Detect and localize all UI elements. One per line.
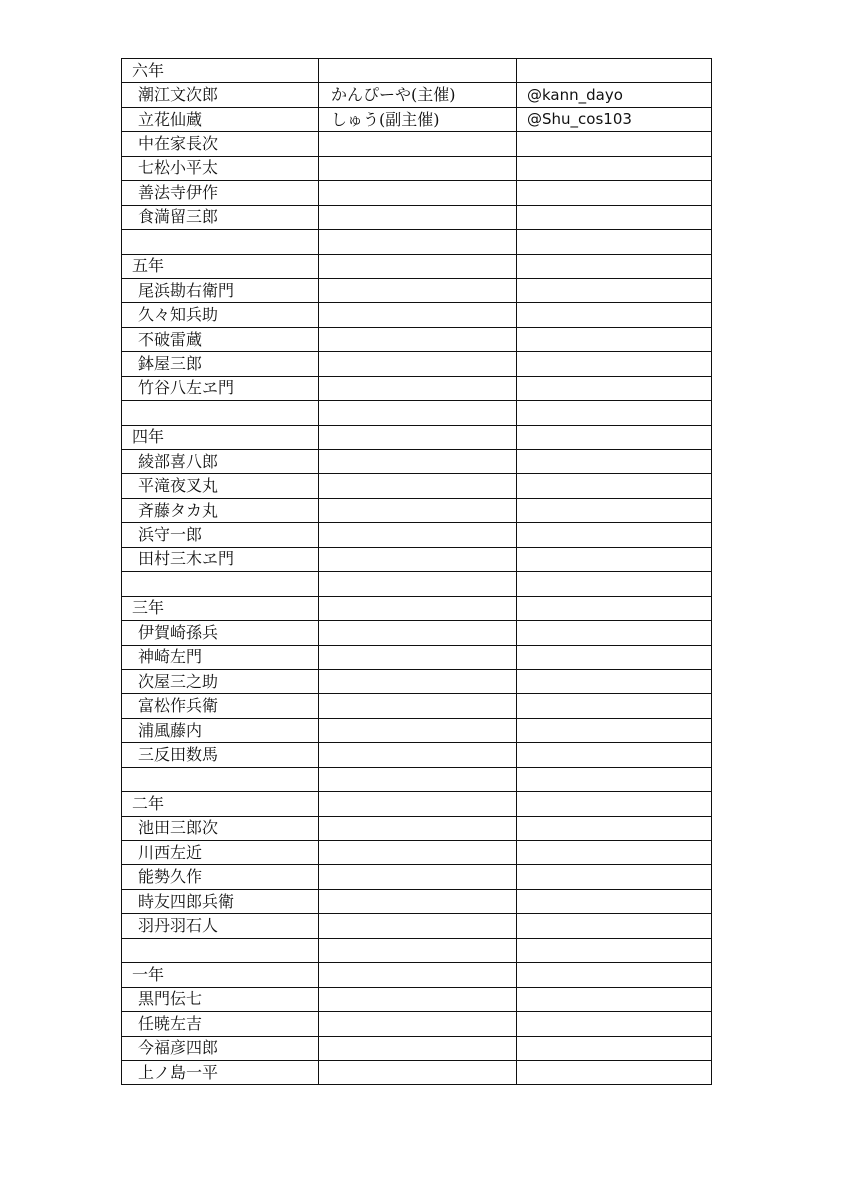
character-row (122, 743, 712, 767)
account-cell (517, 523, 712, 547)
cosplayer-cell (319, 401, 517, 425)
character-cell: 尾浜勘右衛門 (122, 278, 319, 302)
cosplayer-cell (319, 889, 517, 913)
character-cell: 田村三木ヱ門 (122, 547, 319, 571)
account-cell (517, 963, 712, 987)
cosplayer-cell (319, 596, 517, 620)
character-cell: 平滝夜叉丸 (122, 474, 319, 498)
spacer-row (122, 938, 712, 962)
cosplayer-cell (319, 474, 517, 498)
character-cell: 浜守一郎 (122, 523, 319, 547)
grade-header-row (122, 963, 712, 987)
account-cell (517, 1012, 712, 1036)
account-cell (517, 1060, 712, 1084)
account-cell (517, 205, 712, 229)
account-cell (517, 889, 712, 913)
cosplayer-cell (319, 792, 517, 816)
character-row (122, 83, 712, 107)
account-cell (517, 1036, 712, 1060)
account-cell (517, 596, 712, 620)
character-row (122, 718, 712, 742)
cosplayer-cell (319, 156, 517, 180)
character-row (122, 107, 712, 131)
character-cell: 能勢久作 (122, 865, 319, 889)
cosplayer-cell (319, 327, 517, 351)
account-cell (517, 376, 712, 400)
grade-header-row (122, 254, 712, 278)
cosplayer-cell (319, 278, 517, 302)
character-cell: 竹谷八左ヱ門 (122, 376, 319, 400)
cosplayer-cell (319, 132, 517, 156)
account-cell (517, 718, 712, 742)
character-cell (122, 572, 319, 596)
cosplayer-cell (319, 743, 517, 767)
grade-label-cell: 一年 (122, 963, 319, 987)
cosplayer-cell (319, 938, 517, 962)
character-row (122, 889, 712, 913)
character-cell: 食満留三郎 (122, 205, 319, 229)
character-row (122, 523, 712, 547)
cosplayer-cell (319, 450, 517, 474)
character-row (122, 621, 712, 645)
grade-header-row (122, 59, 712, 83)
character-cell (122, 401, 319, 425)
account-cell (517, 865, 712, 889)
cosplayer-cell (319, 645, 517, 669)
cosplayer-cell (319, 352, 517, 376)
account-cell (517, 450, 712, 474)
character-row (122, 645, 712, 669)
character-cell: 中在家長次 (122, 132, 319, 156)
character-cell (122, 230, 319, 254)
character-cell: 不破雷蔵 (122, 327, 319, 351)
character-row (122, 474, 712, 498)
grade-label-cell: 六年 (122, 59, 319, 83)
character-row (122, 450, 712, 474)
cosplayer-cell (319, 669, 517, 693)
casting-table-body (122, 59, 712, 1085)
cosplayer-cell (319, 181, 517, 205)
cosplayer-cell (319, 694, 517, 718)
cosplayer-cell (319, 523, 517, 547)
account-cell (517, 230, 712, 254)
character-row (122, 303, 712, 327)
spacer-row (122, 767, 712, 791)
character-row (122, 278, 712, 302)
character-row (122, 841, 712, 865)
character-row (122, 987, 712, 1011)
character-cell: 上ノ島一平 (122, 1060, 319, 1084)
character-cell: 鉢屋三郎 (122, 352, 319, 376)
account-cell (517, 621, 712, 645)
character-row (122, 327, 712, 351)
account-cell (517, 694, 712, 718)
grade-label-cell: 三年 (122, 596, 319, 620)
cosplayer-cell (319, 816, 517, 840)
grade-header-row (122, 792, 712, 816)
cosplayer-cell (319, 425, 517, 449)
account-cell (517, 841, 712, 865)
account-cell (517, 938, 712, 962)
cosplayer-cell (319, 254, 517, 278)
character-cell: 斉藤タカ丸 (122, 498, 319, 522)
account-cell (517, 914, 712, 938)
cosplayer-cell (319, 376, 517, 400)
spacer-row (122, 401, 712, 425)
account-cell (517, 645, 712, 669)
cosplayer-cell (319, 572, 517, 596)
cosplayer-cell (319, 621, 517, 645)
cosplayer-cell (319, 987, 517, 1011)
character-row (122, 669, 712, 693)
character-cell: 神崎左門 (122, 645, 319, 669)
account-cell (517, 572, 712, 596)
grade-label-cell: 五年 (122, 254, 319, 278)
character-cell: 時友四郎兵衛 (122, 889, 319, 913)
character-cell: 三反田数馬 (122, 743, 319, 767)
account-cell (517, 547, 712, 571)
character-row (122, 865, 712, 889)
spacer-row (122, 572, 712, 596)
character-row (122, 498, 712, 522)
character-cell: 今福彦四郎 (122, 1036, 319, 1060)
cosplayer-cell (319, 963, 517, 987)
character-cell: 富松作兵衛 (122, 694, 319, 718)
cosplayer-cell (319, 767, 517, 791)
character-row (122, 1060, 712, 1084)
grade-label-cell: 四年 (122, 425, 319, 449)
account-cell (517, 278, 712, 302)
cosplayer-cell (319, 865, 517, 889)
cosplayer-cell (319, 547, 517, 571)
cosplayer-cell (319, 230, 517, 254)
account-cell (517, 816, 712, 840)
character-cell (122, 938, 319, 962)
character-cell: 任暁左吉 (122, 1012, 319, 1036)
account-cell (517, 792, 712, 816)
account-cell (517, 181, 712, 205)
cosplayer-cell (319, 498, 517, 522)
account-cell (517, 669, 712, 693)
cosplayer-cell (319, 718, 517, 742)
character-cell: 伊賀崎孫兵 (122, 621, 319, 645)
grade-label-cell: 二年 (122, 792, 319, 816)
account-cell (517, 743, 712, 767)
character-cell: 立花仙蔵 (122, 107, 319, 131)
character-row (122, 694, 712, 718)
character-cell: 善法寺伊作 (122, 181, 319, 205)
account-cell (517, 401, 712, 425)
character-row (122, 156, 712, 180)
account-cell: @Shu_cos103 (517, 107, 712, 131)
character-cell: 久々知兵助 (122, 303, 319, 327)
character-cell: 潮江文次郎 (122, 83, 319, 107)
character-cell (122, 767, 319, 791)
character-row (122, 376, 712, 400)
character-row (122, 205, 712, 229)
account-cell: @kann_dayo (517, 83, 712, 107)
character-row (122, 1036, 712, 1060)
character-row (122, 547, 712, 571)
cosplayer-cell: しゅう(副主催) (319, 107, 517, 131)
cosplayer-cell (319, 914, 517, 938)
spacer-row (122, 230, 712, 254)
cosplayer-cell (319, 59, 517, 83)
cosplayer-cell (319, 1012, 517, 1036)
character-cell: 次屋三之助 (122, 669, 319, 693)
character-cell: 浦風藤内 (122, 718, 319, 742)
account-cell (517, 498, 712, 522)
cosplayer-cell (319, 303, 517, 327)
cosplayer-cell (319, 1060, 517, 1084)
account-cell (517, 132, 712, 156)
account-cell (517, 327, 712, 351)
character-row (122, 816, 712, 840)
grade-header-row (122, 596, 712, 620)
account-cell (517, 425, 712, 449)
character-cell: 川西左近 (122, 841, 319, 865)
account-cell (517, 474, 712, 498)
character-cell: 七松小平太 (122, 156, 319, 180)
account-cell (517, 156, 712, 180)
account-cell (517, 987, 712, 1011)
character-cell: 黒門伝七 (122, 987, 319, 1011)
character-row (122, 181, 712, 205)
grade-header-row (122, 425, 712, 449)
cosplayer-cell (319, 205, 517, 229)
cosplayer-cell (319, 841, 517, 865)
account-cell (517, 59, 712, 83)
character-row (122, 914, 712, 938)
character-row (122, 1012, 712, 1036)
character-cell: 羽丹羽石人 (122, 914, 319, 938)
character-row (122, 352, 712, 376)
account-cell (517, 767, 712, 791)
cosplayer-cell (319, 1036, 517, 1060)
character-row (122, 132, 712, 156)
account-cell (517, 254, 712, 278)
account-cell (517, 303, 712, 327)
account-cell (517, 352, 712, 376)
character-cell: 池田三郎次 (122, 816, 319, 840)
casting-table (121, 58, 712, 1085)
cosplayer-cell: かんぴーや(主催) (319, 83, 517, 107)
character-cell: 綾部喜八郎 (122, 450, 319, 474)
